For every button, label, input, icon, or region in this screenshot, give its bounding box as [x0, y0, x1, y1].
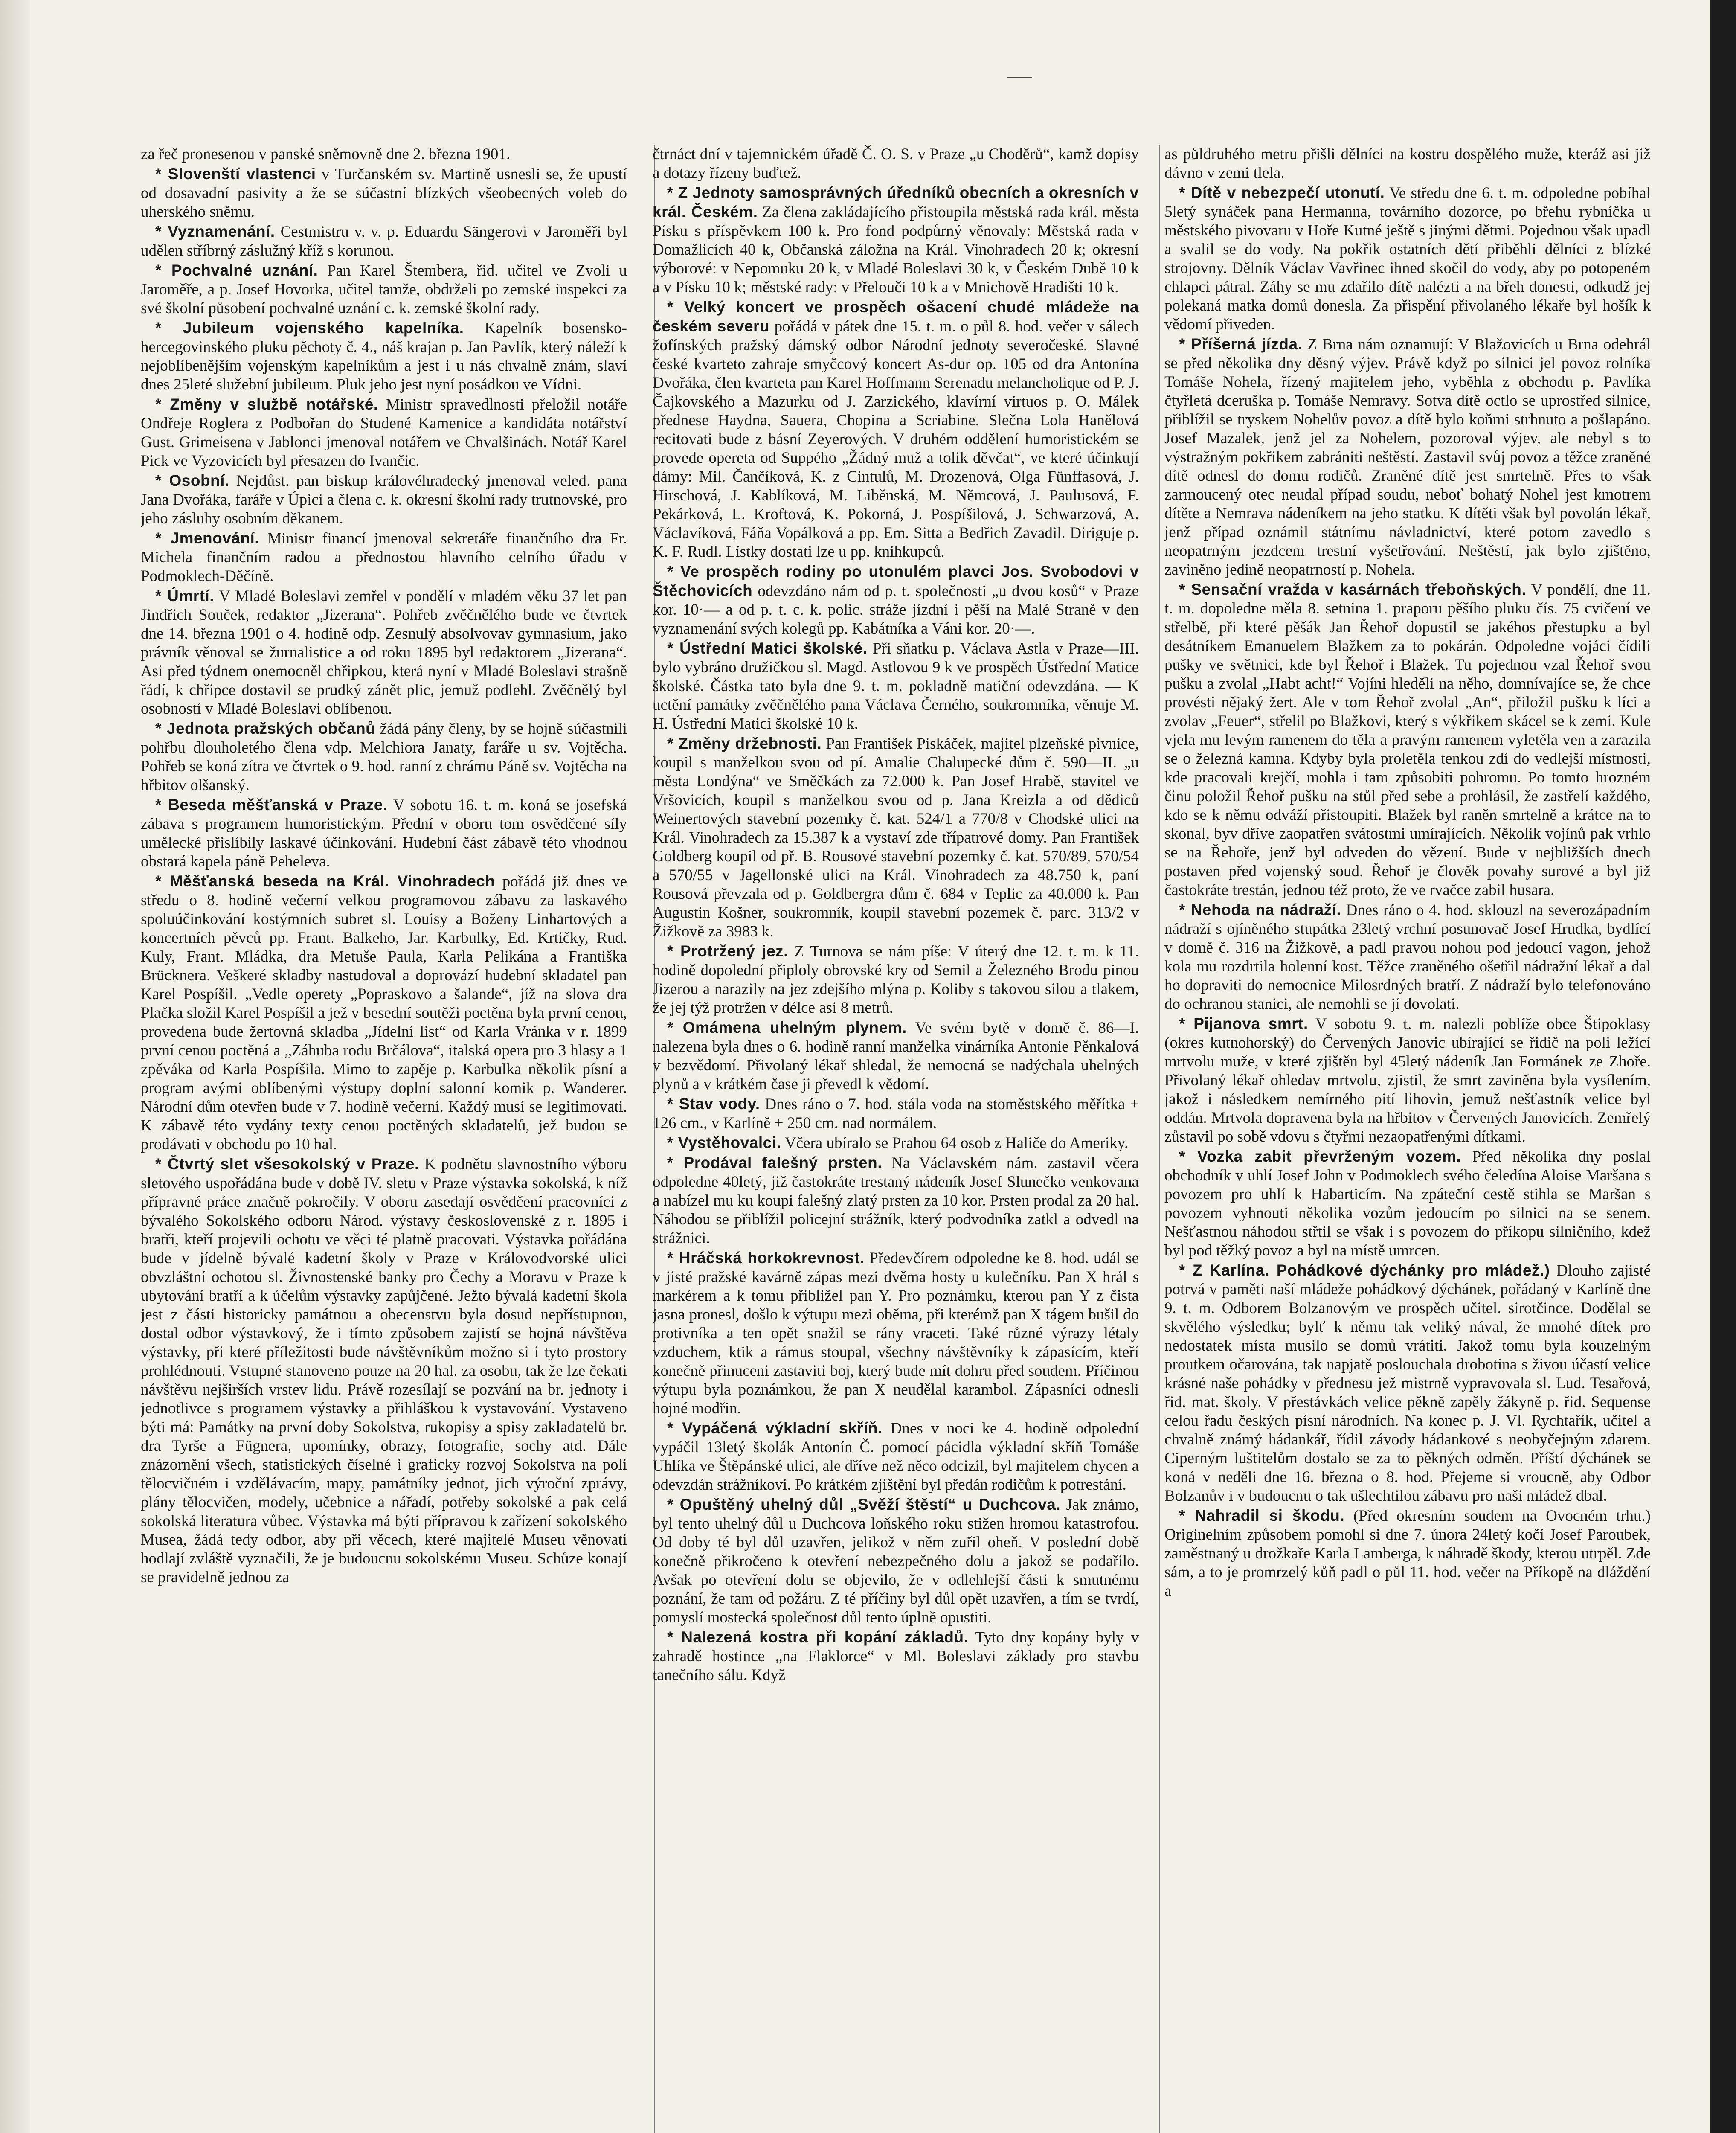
news-item: [653, 145, 1139, 183]
news-item-body: Ve svém bytě v domě č. 86—I. nalezena byla dnes o 6. hodině ranní manželka vinárníka Antonie Pěnkalová v bezvědomí. Přivolaný lékař shledal, že nemocná se nadýchala uhelných plynů a v krátkém čase ji převedl k vědomí.: [653, 1019, 1139, 1093]
news-item-body: Pan Karel Štembera, řid. učitel ve Zvoli u Jaroměře, a p. Josef Hovorka, učitel tamže, obdrželi po zemské inspekci za své školní působení pochvalné uznání c. k. zemské školní rady.: [141, 262, 627, 317]
news-item-body: pořádá v pátek dne 15. t. m. o půl 8. hod. večer v sálech žofínských pražský dámský odbor Národní jednoty severočeské. Slavné české kvarteto zahraje smyčcový koncert As-dur op. 105 od dra Antonína Dvořáka, člen kvarteta pan Karel Hoffmann Serenadu melancholique od P. J. Čajkovského a Mazurku od J. Zarzického, klavírní virtuos p. O. Málek přednese Haydna, Sauera, Chopina a Scriabine. Slečna Lola Hanělová recitovati bude z básní Zeyerových. V druhém oddělení humoristickém se provede opereta od Suppého „Žádný muž a tolik děvčat“, ve které účinkují dámy: Mil. Čančíková, K. z Cintulů, M. Drozenová, Olga Fünffasová, J. Hirschová, J. Kablíková, M. Liběnská, M. Němcová, J. Paulusová, F. Pekárková, L. Kroftová, K. Pokorná, J. Pospíšilová, J. Schwarzová, A. Václavíková, Fáňa Vopálková a pp. Em. Sitta a Bedřich Zavadil. Diriguje p. K. F. Rudl. Lístky dostati lze u pp. knihkupců.: [653, 318, 1139, 561]
news-item: [141, 165, 627, 221]
scan-mark: [1007, 77, 1032, 78]
news-item-body: Dnes ráno o 7. hod. stála voda na stoměstského měřítka + 126 cm., v Karlíně + 250 cm. nad normálem.: [653, 1096, 1139, 1132]
news-item: [141, 719, 627, 795]
news-item-heading: * Jmenování.: [155, 529, 260, 547]
news-item: [141, 145, 627, 164]
scan-edge-right: [1710, 0, 1736, 2133]
news-item-body: Z Turnova se nám píše: V úterý dne 12. t. m. k 11. hodině dopolední připloly obrovské kry od Semil a Železného Brodu pinou Jizerou a narazily na jez zdejšího mlýna p. Koliby s takovou silou a tlakem, že jej týž protržen v délce asi 8 metrů.: [653, 943, 1139, 1017]
news-item-body: v Turčanském sv. Martině usnesli se, že upustí od dosavadní pasivity a že se súčastní blízkých všeobecných voleb do uherského sněmu.: [141, 166, 627, 221]
news-item: [1164, 335, 1651, 579]
news-item-heading: * Vystěhovalci.: [667, 1134, 781, 1151]
news-item-heading: * Příšerná jízda.: [1179, 335, 1303, 353]
news-item-heading: * Změny v službě notářské.: [155, 395, 378, 413]
news-item-heading: * Dítě v nebezpečí utonutí.: [1179, 184, 1385, 201]
news-item-heading: * Nahradil si škodu.: [1179, 1507, 1345, 1524]
news-item-body: V pondělí, dne 11. t. m. dopoledne měla 8. setnina 1. praporu pěšího pluku čís. 75 cvičení ve střelbě, při které pěšák Jan Řehoř dopustil se jakéhos přestupku a byl desátníkem Emanuelem Blažkem za to pokárán. Odpoledne vojáci čídili pušky ve světnici, kde byl Řehoř i Blažek. Tu pojednou vzal Řehoř svou pušku a zvolal „Habt acht!“ Vojíni hleděli na něho, domnívajíce se, že chce provésti nějaký žert. Ale v tom Řehoř zvolal „An“, přiložil pušku k líci a zvolav „Feuer“, střelil po Blažkovi, který s výkřikem skácel se k zemi. Kule vjela mu levým ramenem do těla a pravým ramenem vyletěla ven a zarazila se o železná kamna. Kdyby byla proletěla tenkou zdí do vedlejší místnosti, kde pracovali krejčí, mohla i tam způsobiti pohromu. Po tomto hrozném činu položil Řehoř pušku na stůl před sebe a prohlásil, že zastřelí každého, kdo se k němu odváží přistoupiti. Blažek byl raněn smrtelně a krátce na to skonal, byv dříve zaopatřen svátostmi umírajících. Několik vojínů pak vrhlo se na Řehoře, jenž byl odveden do vězení. Bude v nejbližších dnech postaven před vojenský soud. Řehoř je člověk povahy surové a byl již častokráte trestán, jednou též proto, že ve rvačce zabil husara.: [1164, 581, 1651, 899]
news-item-heading: * Prodával falešný prsten.: [667, 1154, 883, 1171]
news-item: [141, 261, 627, 318]
news-item-heading: * Velký koncert ve prospěch ošacení chudé mládeže na českém severu: [653, 298, 1139, 335]
news-item-body: Kapelník bosensko-hercegovinského pluku pěchoty č. 4., náš krajan p. Jan Pavlík, který náleží k nejoblíbenějším vojenským kapelníkům a jest i u nás chvalně znám, slaví dnes 25leté služební jubileum. Pluk jeho jest nyní posádkou ve Vídni.: [141, 320, 627, 393]
news-item-heading: * Úmrtí.: [155, 587, 215, 604]
news-item: [653, 1133, 1139, 1153]
news-item-heading: * Vypáčená výkladní skříň.: [667, 1419, 883, 1437]
news-item-body: V sobotu 16. t. m. koná se josefská zábava s programem humoristickým. Přední v oboru tom osvědčené síly umělecké přislíbily laskavé účinkování. Hudební část zábavě této vhodnou obstará kapela páně Peheleva.: [141, 796, 627, 870]
news-item-body: (Před okresním soudem na Ovocném trhu.) Originelním způsobem pomohl si dne 7. února 24letý kočí Josef Paroubek, zaměstnaný u drožkaře Karla Lamberga, k náhradě škody, kterou utrpěl. Zde sám, a to je promrzelý kůň padl o půl 11. hod. večer na Příkopě na dláždění a: [1164, 1507, 1651, 1600]
news-item-body: čtrnáct dní v tajemnickém úřadě Č. O. S. v Praze „u Choděrů“, kamž dopisy a dotazy řízeny buďtež.: [653, 145, 1139, 182]
news-item: [653, 562, 1139, 638]
text-column-1: [141, 145, 627, 2133]
news-item-heading: * Ve prospěch rodiny po utonulém plavci Jos. Svobodovi v Štěchovicích: [653, 563, 1139, 599]
news-item-body: Dnes ráno o 4. hod. sklouzl na severozápadním nádraží s ojíněného stupátka 23letý vrchní posunovač Josef Hrudka, bydlící v domě č. 316 na Žižkově, a padl pravou nohou pod jedoucí vagon, jehož kola mu rozdrtila holenní kost. Těžce zraněného ošetřil nádražní lékař a dal ho dopraviti do nemocnice Milosrdných bratří. Z nádraží bylo telefonováno do ochranou stanici, ale nemohli se jí dovolati.: [1164, 901, 1651, 1013]
news-item-heading: * Omámena uhelným plynem.: [667, 1019, 907, 1036]
news-item: [653, 734, 1139, 941]
news-item-body: pořádá již dnes ve středu o 8. hodině večerní velkou programovou zábavu za laskavého spoluúčinkování kostýmních subret sl. Louisy a Boženy Linhartových a koncertních pěvců pp. Frant. Balkeho, Jar. Karbulky, Ed. Krtičky, Rud. Kuly, Frant. Mládka, dra Metuše Paula, Karla Pelikána a Františka Brücknera. Veškeré skladby nastudoval a doprovází hudební skladatel pan Karel Pospíšil. „Vedle operety „Popraskovo a šalande“, jíž na slova dra Plačka složil Karel Pospíšil a jež v besední soutěži poctěna byla první cenou, provedena bude žertovná skladba „Jídelní list“ od Karla Vránka v r. 1899 první cenou poctěná a „Záhuba rodu Brčálova“, italská opera pro 3 hlasy a 1 zpěváka od Karla Pospíšila. Mimo to zapěje p. Karbulka několik písní a program avými oblíbenými výstupy doplní salonní komik p. Wanderer. Národní dům otevřen bude v 7. hodině večerní. Každý musí se legitimovati. K zábavě této vydány texty cenou poctěných skladatelů, jež budou se prodávati v obchodu po 10 hal.: [141, 873, 627, 1153]
news-item-body: Dlouho zajisté potrvá v paměti naší mládeže pohádkový dýchánek, pořádaný v Karlíně dne 9. t. m. Odborem Bolzanovým ve prospěch učitel. sirotčince. Dodělal se skvělého výsledku; bylť k němu tak veliký nával, že mnohé dítek pro nedostatek místa musilo se domů vrátiti. Jakož tomu byla kouzelným proutkem očarována, tak napjatě poslouchala drobotina s živou účastí velice krásné naše pohádky v přednesu jež mistrně vypravovala sl. Lud. Tesařová, řid. mat. školy. V přestávkách velice pěkně zapěly žákyně p. řid. Sequense celou řadu českých písní národních. Na konec p. J. Vl. Rychtařík, učitel a chvalně známý hádankář, řídil závody hádankové s neobyčejným zdarem. Ciperným luštitelům dostalo se za to pěkných odměn. Příští dýchánek se koná v neděli dne 16. března o 8. hod. Přejeme si vroucně, aby Odbor Bolzanův i v budoucnu o tak ušlechtilou zábavu pro naši mládež dbal.: [1164, 1262, 1651, 1505]
news-item-body: Jak známo, byl tento uhelný důl u Duchcova loňského roku stižen hromou katastrofou. Od doby té byl důl uzavřen, jelikož v něm zuřil oheň. V poslední době konečně přikročeno k otevření nebezpečného dolu a jakož se podařilo. Avšak po otevření dolu se objevilo, že v odlehlejší části k smutnému poznání, že tam od požáru. Z té příčiny byl důl opět uzavřen, a tím se tvrdí, pomyslí mostecká společnost důl tento úplně opustiti.: [653, 1496, 1139, 1626]
news-item: [1164, 1506, 1651, 1601]
news-item-body: Za člena zakládajícího přistoupila městská rada král. města Písku s příspěvkem 100 k. Pro fond podpůrný věnovaly: Městská rada v Domažlicích 40 k, Občanská záložna na Král. Vinohradech 20 k; okresní výborové: v Nepomuku 20 k, v Mladé Boleslavi 30 k, v Českém Dubě 10 k a v Písku 10 k; městské rady: v Přelouči 10 k a v Mnichově Hradišti 10 k.: [653, 203, 1139, 296]
news-item-heading: * Hráčská horkokrevnost.: [667, 1249, 865, 1267]
news-item-body: Včera ubíralo se Prahou 64 osob z Haliče do Ameriky.: [784, 1134, 1129, 1152]
news-item: [1164, 145, 1651, 183]
news-item-body: žádá pány členy, by se hojně súčastnili pohřbu dlouholetého člena vdp. Melchiora Janaty, faráře u sv. Vojtěcha. Pohřeb se koná zítra ve čtvrtek o 9. hod. ranní z chrámu Páně sv. Vojtěcha na hřbitov olšanský.: [141, 720, 627, 794]
news-item-heading: * Pochvalné uznání.: [155, 262, 318, 279]
news-item-heading: * Protržený jez.: [667, 942, 788, 960]
news-item-body: za řeč pronesenou v panské sněmovně dne 2. března 1901.: [141, 145, 511, 163]
news-item: [653, 1495, 1139, 1627]
news-item-heading: * Sensační vražda v kasárnách třeboňských.: [1179, 581, 1527, 598]
news-item-heading: * Pijanova smrt.: [1179, 1015, 1308, 1032]
news-item: [141, 587, 627, 718]
news-item-heading: * Z Jednoty samosprávných úředníků obecních a okresních v král. Českém.: [653, 184, 1139, 221]
text-column-2: [653, 145, 1139, 2133]
news-item-body: Nejdůst. pan biskup královéhradecký jmenoval veled. pana Jana Dvořáka, faráře v Úpici a člena c. k. okresní školní rady trutnovské, pro jeho zásluhy osobním děkanem.: [141, 472, 627, 527]
news-item: [141, 222, 627, 260]
news-item-heading: * Stav vody.: [667, 1095, 760, 1113]
news-item-body: V sobotu 9. t. m. nalezli poblíže obce Štipoklasy (okres kutnohorský) do Červených Janovic ubírající se řidič na poli ležící mrtvolu muže, v které zjištěn byl 45letý nádeník Jan Formánek ze Zhoře. Přivolaný lékař ohledav mrtvolu, zjistil, že smrt zaviněna byla vysílením, jakož i následkem nemírného pití lihovin, jemuž nešťastník velice byl oddán. Mrtvola dopravena byla na hřbitov v Červených Janovicích. Zemřelý zůstavil po sobě vdovu s čtyřmi nezaopatřenými dítkami.: [1164, 1015, 1651, 1145]
news-item: [1164, 1147, 1651, 1260]
news-item-body: Tyto dny kopány byly v zahradě hostince „na Flaklorce“ v Ml. Boleslavi základy pro stavbu tanečního sálu. Když: [653, 1629, 1139, 1684]
news-item: [653, 942, 1139, 1017]
news-item-body: Pan František Piskáček, majitel plzeňské pivnice, koupil s manželkou svou od pí. Amalie Chalupecké dům č. 590—II. „u města Londýna“ ve Směčkách za 72.000 k. Pan Josef Hrabě, stavitel ve Vršovicích, koupil s manželkou svou od p. Jana Kreizla a od dědiců Weinertových stavební pozemky č. kat. 524/1 a 770/8 v Chodské ulici na Král. Vinohradech za 15.387 k a vystaví zde třípatrové domy. Pan František Goldberg koupil od př. B. Rousové stavební pozemky č. kat. 570/89, 570/54 a 570/55 v Jagellonské ulici na Král. Vinohradech za 48.750 k, paní Rousová převzala od p. Goldbergra dům č. 684 v Teplic za 40.000 k. Pan Augustin Košner, soukromník, koupil stavební pozemek č. parc. 313/2 v Žižkově za 3983 k.: [653, 735, 1139, 940]
news-item-heading: * Vozka zabit převrženým vozem.: [1179, 1148, 1461, 1165]
news-item-body: Dnes v noci ke 4. hodině odpolední vypáčil 13letý školák Antonín Č. pomocí pácidla výkladní skříň Tomáše Uhlíka ve Štěpánské ulici, ale dříve než něco odcizil, byl majitelem chycen a odevzdán strážníkovi. Po krátkém zjištění byl předán rodičům k potrestání.: [653, 1420, 1139, 1494]
news-item-heading: * Slovenští vlastenci: [155, 165, 316, 183]
news-item-body: Při sňatku p. Václava Astla v Praze—III. bylo vybráno družičkou sl. Magd. Astlovou 9 k ve prospěch Ústřední Matice školské. Částka tato byla dne 9. t. m. pokladně matiční odevzdána. — K uctění památky zvěčnělého pana Václava Černého, soukromníka, věnuje M. H. Ústřední Matici školské 10 k.: [653, 640, 1139, 732]
news-item: [1164, 1014, 1651, 1146]
news-item-heading: * Vyznamenání.: [155, 223, 275, 240]
news-item-body: Na Václavském nám. zastavil včera odpoledne 40letý, již častokráte trestaný nádeník Josef Slunečko venkovana a nabízel mu ku koupi falešný zlatý prsten za 10 kor. Prsten prodal za 20 hal. Náhodou se přiblížil policejní strážník, který podvodníka zatkl a odvedl na strážnici.: [653, 1154, 1139, 1247]
news-item-body: Ministr spravedlnosti přeložil notáře Ondřeje Roglera z Podbořan do Studené Kamenice a kandidáta notářství Gust. Grimeisena v Jablonci jmenoval notářem ve Chvalšinách. Notář Karel Pick ve Vyzovicích byl přesazen do Ivančic.: [141, 396, 627, 470]
news-item-body: Ve středu dne 6. t. m. odpoledne pobíhal 5letý synáček pana Hermanna, továrního dozorce, po břehu rybníčka u městského pivovaru v Hoře Kutné ještě s jinými dětmi. Pojednou však upadl a svalil se do vody. Na pokřik ostatních dětí přiběhli dělníci z blízké strojovny. Dělník Václav Vavřinec ihned skočil do vody, aby po potopeném chlapci pátral. Záhy se mu zdařilo dítě nalézti a na břeh donesti, odkudž jej polekaná matka domů donesla. Za přispění přivolaného lékaře byl hošík k vědomí přiveden.: [1164, 184, 1651, 333]
news-item: [653, 1154, 1139, 1248]
news-item: [653, 1249, 1139, 1418]
news-item: [1164, 1261, 1651, 1505]
news-item: [1164, 901, 1651, 1014]
news-item-body: Cestmistru v. v. p. Eduardu Sängerovi v Jaroměři byl udělen stříbrný záslužný kříž s korunou.: [141, 223, 627, 259]
news-item-body: as půldruhého metru přišli dělníci na kostru dospělého muže, kteráž asi již dávno v zemi tlela.: [1164, 145, 1651, 182]
news-item: [1164, 183, 1651, 334]
news-item: [653, 1628, 1139, 1685]
news-item: [653, 298, 1139, 561]
news-item-heading: * Nalezená kostra při kopání základů.: [667, 1628, 969, 1646]
news-item: [141, 796, 627, 871]
news-item-body: Předevčírem odpoledne ke 8. hod. udál se v jisté pražské kavárně zápas mezi dvěma hosty u kulečníku. Pan X hrál s markérem a k tomu přibližel pan Y. Pro poznámku, kterou pan Y z čista jasna pronesl, došlo k výtupu mezi oběma, při kterémž pan X tágem bušil do protivníka a ten opět snažil se rány vraceti. Také různé výrazy létaly vzduchem, ktik a rámus stoupal, všechny návštěvníky k zápasícím, kteří konečně přinuceni zastaviti boj, který bude mít dohru před soudem. Příčinou výtupu byla poznámkou, že pan X neudělal karambol. Zápasníci odnesli hojné modřin.: [653, 1250, 1139, 1417]
news-item-body: Před několika dny poslal obchodník v uhlí Josef John v Podmoklech svého čeledína Aloise Maršana s povozem pro uhlí k Habarticím. Na zpáteční cestě stihla se Maršan s povozem vyhnouti několika vozům jedoucím po silnici na se senem. Nešťastnou náhodou střtil se však i s povozem do příkopu silničního, kdež byl pod těžký povoz a byl na místě umrcen.: [1164, 1148, 1651, 1259]
news-item-body: Z Brna nám oznamují: V Blažovicích u Brna odehrál se před několika dny děsný výjev. Právě když po silnici jel povoz rolníka Tomáše Nohela, řízený majitelem jeho, vyběhla z obchodu p. Pavlíka čtyřletá dceruška p. Tomáše Nemravy. Sotva dítě octlo se uprostřed silnice, přiblížil se tryskem Nohelův povoz a dítě bylo koňmi strhnuto a pošlapáno. Josef Mazalek, jenž jel za Nohelem, pozoroval výjev, ale nebyl s to výstražným pokřikem zabrániti neštěstí. Zastavil svůj povoz a těžce zraněné dítě odnesl do domu rodičů. Zraněné dítě jest smrtelně. Přes to však zarmoucený otec neudal případ soudu, neboť bohatý Nohel jest kmotrem dítěte a Nemrava nádeníkem na jeho statku. K dítěti však byl povolán lékař, jenž případ oznámil státnímu návladnictví, které potom zavedlo s neopatrným jezdcem trestní vyšetřování. Neštěstí, jak bylo zjištěno, zaviněno jedině neopatrností p. Nohela.: [1164, 336, 1651, 578]
news-item: [141, 471, 627, 528]
news-item-body: K podnětu slavnostního výboru sletového uspořádána bude v době IV. sletu v Praze výstavka sokolská, k níž přípravné práce značně pokročily. V oboru zasedají osvědčení pracovníci z bývalého Sokolského odboru Národ. výstavy československé z r. 1895 i bratři, kteří projevili ochotu ve věci té platně pracovati. Výstavka pořádána bude v jídelně bývalé kadetní školy v Praze v Královodvorské ulici obvzláštní ochotou sl. Živnostenské banky pro Čechy a Moravu v Praze k ubytování bratří a k účelům výstavky zapůjčené. Ježto bývalá kadetní škola jest z části historicky památnou a obecenstvu byla dosud nepřístupnou, dostal odbor výstavkový, že i tímto způsobem zajistí se hojná návštěva výstavky, při které příležitosti bude návštěvníkům možno si i tyto prostory prohlédnouti. Vstupné stanoveno pouze na 20 hal. za osobu, tak že lze čekati návštěvu nejširších vrstev lidu. Právě rozesílají se pozvání na br. jednoty i jednotlivce s programem výstavky a přihláškou k vystavování. Vystaveno býti má: Památky na první doby Sokolstva, rukopisy a spisy zakladatelů br. dra Tyrše a Fügnera, upomínky, obrazy, fotografie, sochy atd. Dále znázornění všech, statistických číselné i graficky rozvoj Sokolstva na poli tělocvičném i vzdělávacím, mapy, památníky jednot, jich výroční zprávy, plány tělocvičen, modely, učebnice a nářadí, potřeby sokolské a pak celá sokolská literatura vůbec. Výstavka má býti přípravou k zařízení sokolského Musea, žádá tedy odbor, aby při věcech, které majitelé Museu věnovati hodlají zvláště vyznačili, že je budoucnu sokolskému Museu. Schůze konají se pravidelně jednou za: [141, 1156, 627, 1586]
news-item-body: odevzdáno nám od p. t. společnosti „u dvou kosů“ v Praze kor. 10·— a od p. t. c. k. polic. stráže jízdní i pěší na Malé Straně v den vyznamenání svých kolegů pp. Kabátníka a Váni kor. 20·—.: [653, 582, 1139, 637]
news-item: [141, 1155, 627, 1587]
news-item: [141, 319, 627, 394]
news-item-heading: * Jednota pražských občanů: [155, 720, 376, 737]
news-item: [141, 395, 627, 471]
news-item: [141, 529, 627, 586]
news-item-heading: * Jubileum vojenského kapelníka.: [155, 319, 464, 337]
news-item-heading: * Z Karlína. Pohádkové dýchánky pro mládež.): [1179, 1261, 1550, 1279]
news-item-heading: * Ústřední Matici školské.: [667, 639, 868, 657]
news-item: [653, 1419, 1139, 1494]
scan-edge-left: [0, 0, 30, 2133]
newspaper-page: [141, 145, 1651, 2133]
news-item-heading: * Měšťanská beseda na Král. Vinohradech: [155, 872, 495, 890]
news-item: [653, 639, 1139, 733]
news-item: [653, 1018, 1139, 1094]
news-item-body: Ministr financí jmenoval sekretáře finančního dra Fr. Michela finančním radou a přednostou hlavního celního úřadu v Podmoklech-Děčíně.: [141, 530, 627, 585]
news-item-heading: * Čtvrtý slet všesokolský v Praze.: [155, 1155, 419, 1173]
news-item-body: V Mladé Boleslavi zemřel v pondělí v mladém věku 37 let pan Jindřich Souček, redaktor „Jizerana“. Pohřeb zvěčnělého bude ve čtvrtek dne 14. března 1901 o 4. hodině odp. Zesnulý absolvovav gymnasium, jako právník věnoval se žurnalistice a od roku 1895 byl redaktorem „Jizerana“. Asi před týdnem onemocněl chřipkou, která nyní v Mladé Boleslavi strašně řádí, k chřipce dostavil se prudký zánět plic, jemuž podlehl. Zvěčnělý byl osobností v Mladé Boleslavi oblíbenou.: [141, 587, 627, 718]
news-item-heading: * Beseda měšťanská v Praze.: [155, 796, 388, 814]
news-item: [653, 1095, 1139, 1133]
news-item: [653, 183, 1139, 297]
text-column-3: [1164, 145, 1651, 2133]
news-item-heading: * Nehoda na nádraží.: [1179, 901, 1341, 918]
news-item: [141, 872, 627, 1154]
news-item-heading: * Změny držebnosti.: [667, 735, 822, 752]
news-item-heading: * Osobní.: [155, 472, 229, 489]
news-item-heading: * Opuštěný uhelný důl „Svěží štěstí“ u Duchcova.: [667, 1496, 1061, 1513]
news-item: [1164, 580, 1651, 900]
